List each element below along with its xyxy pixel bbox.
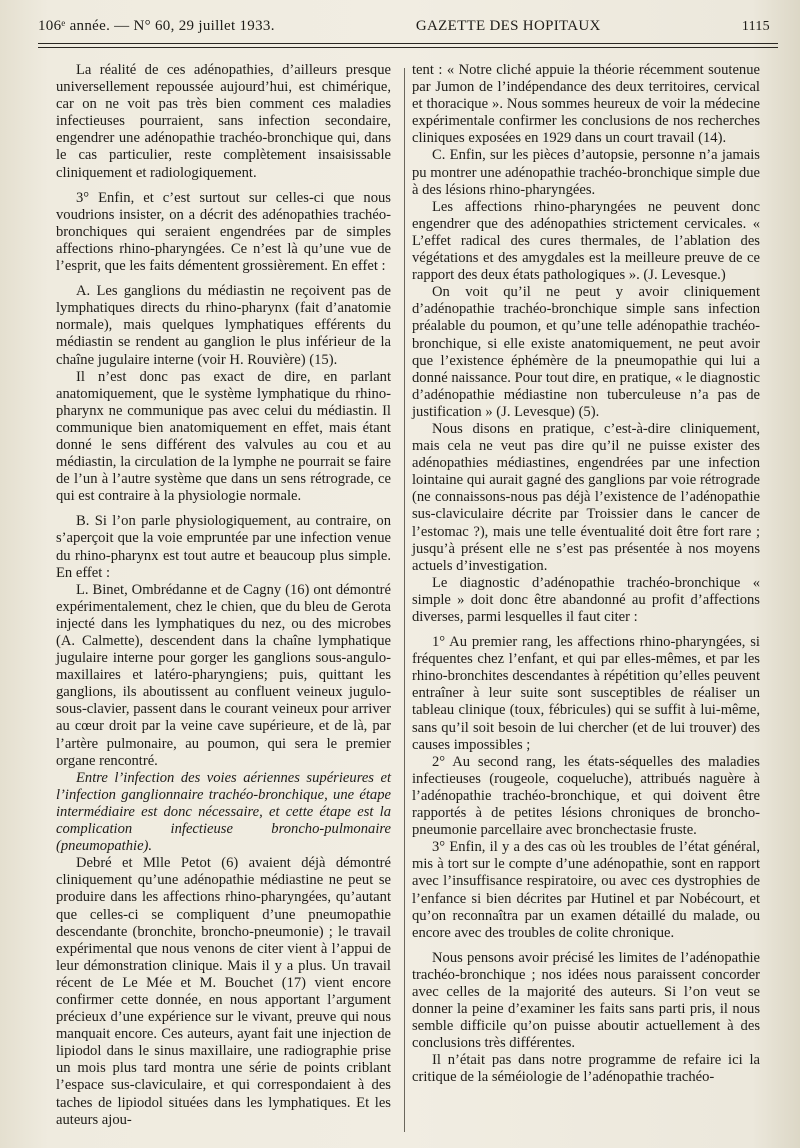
paragraph: Nous pensons avoir précisé les limites de l’adénopathie trachéo-bronchique ; nos idées nous paraissent concorder avec celles de la majorité des auteurs. Si l’on veut se donner la peine d’examiner les faits sans parti pris, il nous semble difficile qu’on puisse aboutir actuellement à des conclusions très différentes. xyxy=(412,949,760,1052)
paragraph: 3° Enfin, et c’est surtout sur celles-ci que nous voudrions insister, on a décrit des adénopathies trachéo-bronchiques qui seraient engendrées par de simples affections rhino-pharyngées. Ce n’est là qu’une vue de l’esprit, que les faits démentent grossièrement. En effet : xyxy=(56,189,391,275)
paragraph: La réalité de ces adénopathies, d’ailleurs presque universellement repoussée aujourd’hui, est chimérique, car on ne voit pas très bien comment ces maladies infectieuses pourraient, sans infection secondaire, engendrer une adénopathie trachéo-bronchique qui, dans le cas particulier, reste complètement insaisissable cliniquement et radiologiquement. xyxy=(56,62,391,181)
list-item: 3° Enfin, il y a des cas où les troubles de l’état général, mis à tort sur le compte d’une adénopathie, sont en rapport avec l’insuffisance respiratoire, ou avec ces dystrophies de l’enfance si bien décrites par Hutinel et par Nobécourt, et qu’on reconnaîtra par un examen détaillé du malade, ou encore avec des troubles de colite chronique. xyxy=(412,839,760,941)
right-column xyxy=(412,62,760,1087)
paragraph: Il n’était pas dans notre programme de refaire ici la critique de la séméiologie de l’adénopathie trachéo- xyxy=(412,1052,760,1086)
paragraph: Le diagnostic d’adénopathie trachéo-bronchique « simple » doit donc être abandonné au profit d’affections diverses, parmi lesquelles il faut citer : xyxy=(412,574,760,625)
paragraph: B. Si l’on parle physiologiquement, au contraire, on s’aperçoit que la voie empruntée par une infection venue du rhino-pharynx est tout autre et beaucoup plus simple. En effet : xyxy=(56,513,391,581)
issue-info: 106ᵉ année. — N° 60, 29 juillet 1933. xyxy=(38,18,275,34)
journal-title: GAZETTE DES HOPITAUX xyxy=(415,18,601,34)
column-divider xyxy=(404,68,405,1132)
left-column xyxy=(56,62,391,1129)
paragraph: Debré et Mlle Petot (6) avaient déjà démontré cliniquement qu’une adénopathie médiastine ne peut se produire dans les affections rhino-pharyngées, qu’autant que celles-ci se compliquent d’une pneumopathie descendante (bronchite, broncho-pneumonie) ; le travail expérimental que nous venons de citer vient à l’appui de leur démonstration clinique. Mais il y a plus. Un travail récent de Le Mée et M. Bouchet (17) vient encore confirmer cette donnée, en nous apportant l’argument précieux d’une expérience sur le vivant, preuve qui nous manquait encore. Ces auteurs, ayant fait une injection de lipiodol dans le sinus maxillaire, une radiographie prise un mois plus tard montra une série de points criblant l’espace sus-claviculaire, et qui correspondaient à des taches de lipiodol situées dans les lymphatiques. Et les auteurs ajou- xyxy=(56,855,391,1128)
paragraph: tent : « Notre cliché appuie la théorie récemment soutenue par Jumon de l’indépendance des deux territoires, cervical et thoracique ». Nous sommes heureux de voir la médecine expérimentale confirmer les conclusions de nos recherches cliniques exposées en 1929 dans un court travail (14). xyxy=(412,62,760,147)
paragraph-italic: Entre l’infection des voies aériennes supérieures et l’infection ganglionnaire trachéo-bronchique, une étape intermédiaire est donc nécessaire, et cette étape est la complication infectieuse broncho-pulmonaire (pneumopathie). xyxy=(56,769,391,855)
page-number: 1115 xyxy=(741,19,770,34)
paragraph: On voit qu’il ne peut y avoir cliniquement d’adénopathie trachéo-bronchique simple sans infection préalable du poumon, et qu’une telle adénopathie trachéo-bronchique, si elle existe anatomiquement, ne peut avoir que l’existence éphémère de la pneumopathie qui lui a donné naissance. Pour tout dire, en pratique, « le diagnostic d’adénopathie médiastine non tuberculeuse n’a pas de justification » (J. Levesque) (5). xyxy=(412,284,760,420)
paragraph: Les affections rhino-pharyngées ne peuvent donc engendrer que des adénopathies strictement cervicales. « L’effet radical des cures thermales, de l’ablation des végétations et des amygdales est la meilleure preuve de ce rapport des deux états pathologiques ». (J. Levesque.) xyxy=(412,198,760,284)
list-item: 2° Au second rang, les états-séquelles des maladies infectieuses (rougeole, coqueluche), attribués naguère à l’adénopathie trachéo-bronchique, et qui doivent être rapportés à de petites lésions chroniques de broncho-pneumonie parcellaire avec bronchectasie fruste. xyxy=(412,753,760,839)
running-header xyxy=(38,18,770,40)
paragraph: A. Les ganglions du médiastin ne reçoivent pas de lymphatiques directs du rhino-pharynx (fait d’anatomie normale), mais quelques lymphatiques efférents du médiastin se rendent au ganglion le plus inférieur de la chaîne jugulaire interne (voir H. Rouvière) (15). xyxy=(56,283,391,368)
paragraph: L. Binet, Ombrédanne et de Cagny (16) ont démontré expérimentalement, chez le chien, que du bleu de Gerota injecté dans les lymphatiques du nez, ou des microbes (A. Calmette), descendent dans la chaîne lymphatique jugulaire interne pour gorger les ganglions sous-angulo-maxillaires et latéro-pharyngiens; puis, quittant les ganglions, ils aboutissent au confluent veineux jugulo-sous-clavier, passent dans le courant veineux pour arriver au cœur droit par la veine cave supérieure, et de là, par l’artère pulmonaire, au poumon, qui sera le premier organe rencontré. xyxy=(56,581,391,769)
paragraph: Il n’est donc pas exact de dire, en parlant anatomiquement, que le système lymphatique du rhino-pharynx ne communique pas avec celui du médiastin. Il communique bien anatomiquement en effet, mais étant donné le sens différent des valvules au cou et au médiastin, la circulation de la lymphe ne pourrait se faire de l’un à l’autre système que dans un sens rétrograde, ce qui est contraire à la physiologie normale. xyxy=(56,368,391,505)
header-rule xyxy=(38,43,778,44)
paragraph: Nous disons en pratique, c’est-à-dire cliniquement, mais cela ne veut pas dire qu’il ne puisse exister des adénopathies médiastines, engendrées par une infection lointaine qui aurait gagné des ganglions par voie rétrograde (ne connaissons-nous pas déjà l’existence de l’adénopathie sus-claviculaire décrite par Troissier dans le cancer de l’estomac ?), mais une telle éventualité doit être fort rare ; jusqu’à présent elle ne s’est pas présentée à nos moyens actuels d’investigation. xyxy=(412,420,760,574)
paragraph: C. Enfin, sur les pièces d’autopsie, personne n’a jamais pu montrer une adénopathie trachéo-bronchique simple due à des lésions rhino-pharyngées. xyxy=(412,147,760,198)
list-item: 1° Au premier rang, les affections rhino-pharyngées, si fréquentes chez l’enfant, et qui par elles-mêmes, et par les rhino-bronchites descendantes à répétition qu’elles peuvent entraîner à leur suite sont susceptibles de réaliser un tableau clinique (toux, fébricules) qui se suffit à lui-même, sans qu’il soit besoin de lui chercher (et de lui trouver) des causes impossibles ; xyxy=(412,634,760,753)
header-rule-thin xyxy=(38,47,778,48)
